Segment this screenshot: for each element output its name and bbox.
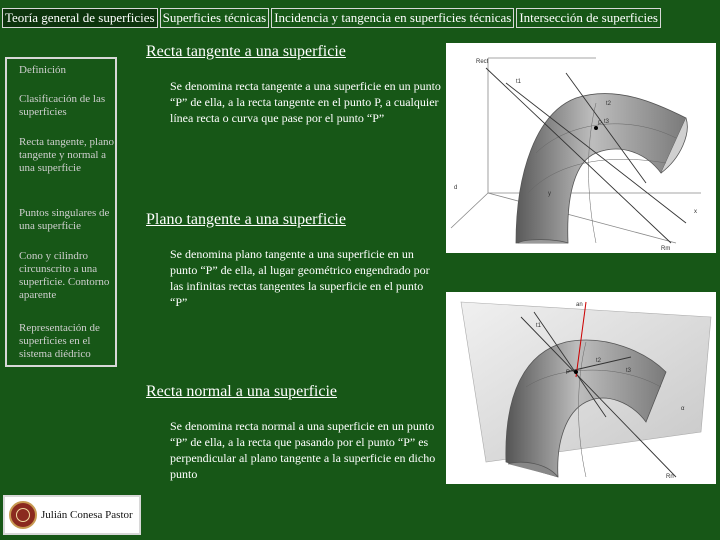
label-t3b: t3: [626, 368, 632, 374]
text-recta-normal: Se denomina recta normal a una superficie en un punto “P” de ella, a la recta que pasando por el punto “P” es perpendicular al plano tangente a la superficie en dicho punto: [170, 419, 436, 481]
sidebar-item-definicion[interactable]: Definición: [19, 64, 67, 76]
label-p2: P: [566, 370, 571, 376]
label-alpha: α: [681, 406, 685, 412]
label-rm: Rm: [661, 246, 671, 252]
label-t2b: t2: [596, 358, 602, 364]
heading-recta-tangente: Recta tangente a una superficie: [146, 43, 346, 60]
tab-superficies-tecnicas[interactable]: Superficies técnicas: [160, 8, 270, 28]
figure-plano-normal-drawing: [446, 292, 716, 484]
sidebar-item-cono-cilindro[interactable]: Cono y cilindro circunscrito a una superficie. Contorno aparente: [19, 250, 110, 301]
label-y: y: [548, 191, 551, 197]
sidebar-item-clasificacion[interactable]: Clasificación de las superficies: [19, 93, 106, 118]
label-rn: Rn: [666, 474, 674, 480]
label-t1: t1: [516, 79, 522, 85]
label-an: an: [576, 302, 583, 308]
label-p: P: [598, 121, 603, 127]
tab-teoria-general[interactable]: Teoría general de superficies: [2, 8, 158, 28]
label-d: d: [454, 185, 458, 191]
heading-plano-tangente: Plano tangente a una superficie: [146, 211, 346, 228]
text-plano-tangente: Se denomina plano tangente a una superficie en un punto “P” de ella, al lugar geométrico engendrado por las infinitas rectas tangentes la superficie en el punto “P”: [170, 247, 430, 309]
text-recta-tangente: Se denomina recta tangente a una superficie en un punto “P” de ella, a la recta tangente en el punto P, a cualquier línea recta o curva que pase por el punto “P”: [170, 79, 441, 125]
figure-recta-tangente: [446, 43, 716, 253]
figure-recta-tangente-drawing: [446, 43, 716, 253]
label-t3: t3: [604, 119, 610, 125]
point-p2-marker: [574, 370, 578, 374]
sidebar-item-representacion[interactable]: Representación de superficies en el sistema diédrico: [19, 322, 100, 360]
top-navigation: [2, 8, 661, 28]
sidebar-menu: [5, 57, 117, 367]
tab-incidencia-tangencia[interactable]: Incidencia y tangencia en superficies técnicas: [271, 8, 514, 28]
sidebar-item-puntos-singulares[interactable]: Puntos singulares de una superficie: [19, 207, 110, 232]
label-t2: t2: [606, 101, 612, 107]
figure-plano-normal: [446, 292, 716, 484]
author-name: Julián Conesa Pastor: [41, 509, 133, 521]
label-x: x: [694, 209, 697, 215]
university-seal-icon: [9, 501, 37, 529]
label-rect: Rect: [476, 59, 489, 65]
tab-interseccion[interactable]: Intersección de superficies: [516, 8, 661, 28]
author-badge[interactable]: [3, 495, 141, 535]
sidebar-item-recta-tangente[interactable]: Recta tangente, plano tangente y normal a una superficie: [19, 136, 114, 174]
heading-recta-normal: Recta normal a una superficie: [146, 383, 338, 400]
label-t1b: t1: [536, 323, 542, 329]
